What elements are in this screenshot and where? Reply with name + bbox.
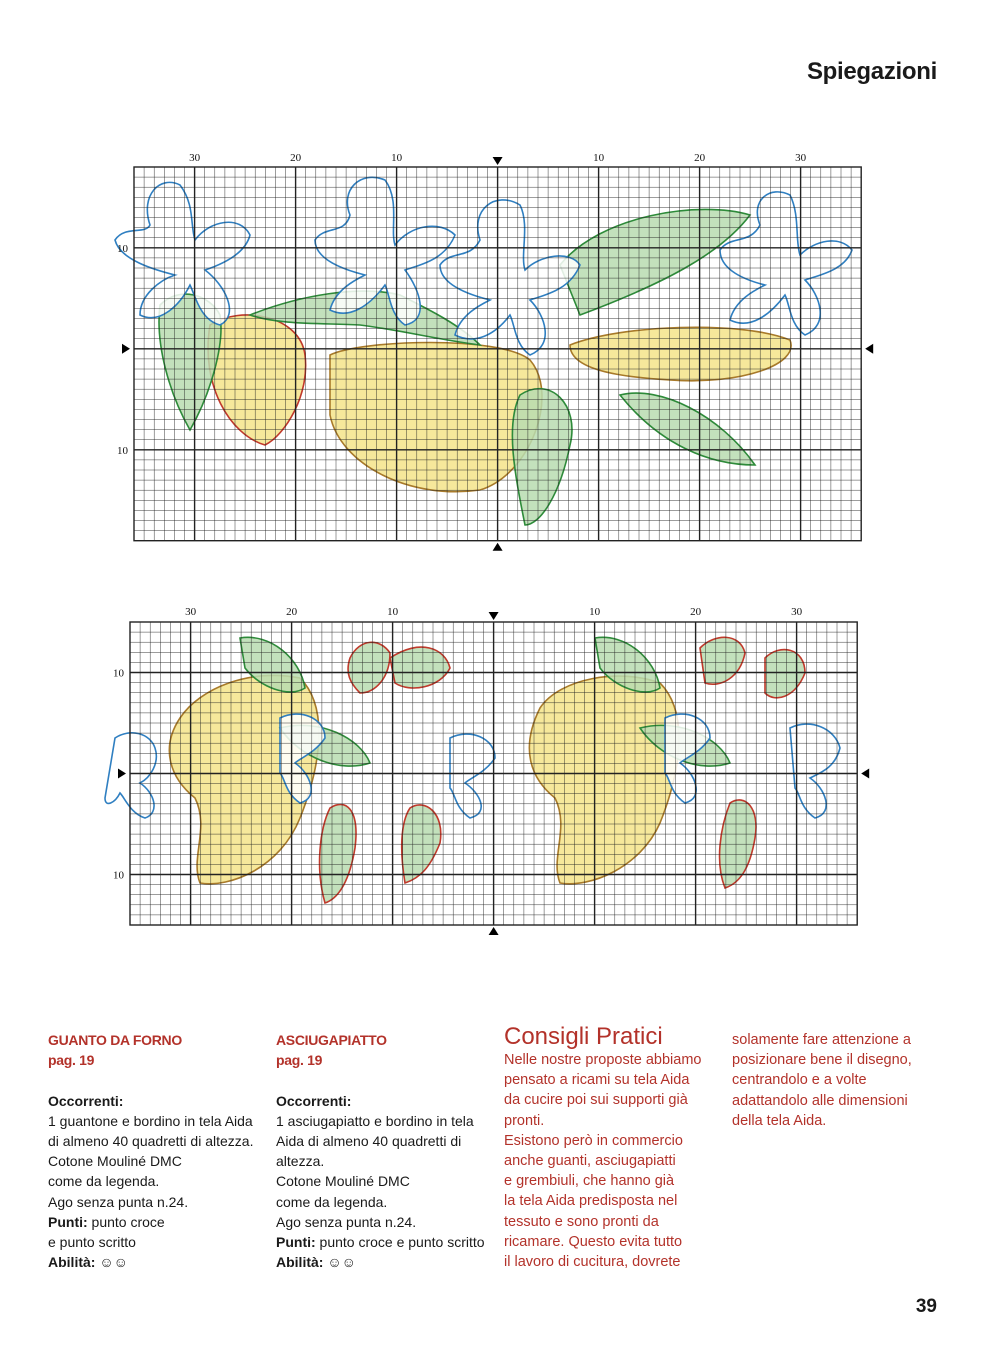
stitches-value: punto croce e punto scritto — [315, 1234, 485, 1251]
center-arrow-right — [861, 769, 869, 779]
materials-line: Ago senza punta n.24. — [276, 1213, 417, 1230]
skill-rating: ☺☺ — [95, 1254, 128, 1271]
materials-line: Cotone Mouliné DMC — [276, 1173, 410, 1190]
materials-line: di almeno 40 quadretti di altezza. — [48, 1133, 254, 1150]
materials-line: come da legenda. — [276, 1193, 388, 1210]
materials-line: Aida di almeno 40 quadretti di — [276, 1133, 462, 1150]
embroidery-motif — [105, 637, 840, 903]
tips-line: posizionare bene il disegno, — [732, 1052, 912, 1069]
center-arrow-top — [489, 612, 499, 620]
chart-grid-1 — [100, 145, 880, 555]
stitch-grid — [130, 622, 857, 925]
tips-line: della tela Aida. — [732, 1112, 827, 1129]
tips-line: e grembiuli, che hanno già — [504, 1173, 675, 1190]
skill-rating: ☺☺ — [323, 1254, 356, 1271]
materials-line: 1 guantone e bordino in tela Aida — [48, 1112, 253, 1129]
tips-line: Esistono però in commercio — [504, 1132, 683, 1149]
tips-line: pronti. — [504, 1112, 545, 1129]
materials-line: altezza. — [276, 1153, 325, 1170]
column-number-label: 10 — [589, 606, 601, 618]
materials-line: come da legenda. — [48, 1173, 160, 1190]
center-arrow-bottom — [493, 543, 503, 551]
row-number-label: 10 — [117, 444, 128, 457]
materials-line: Ago senza punta n.24. — [48, 1193, 189, 1210]
lemon-left — [208, 315, 306, 445]
center-arrow-bottom — [489, 927, 499, 935]
chart-grid-2 — [100, 598, 880, 943]
tips-title: Consigli Pratici — [504, 1023, 663, 1050]
instructions-dish-towel — [276, 1030, 491, 1272]
column-number-label: 20 — [286, 606, 298, 618]
tips-column-2 — [732, 1030, 947, 1131]
cross-stitch-chart-dish-towel — [100, 598, 880, 943]
embroidery-motif — [115, 177, 852, 525]
tips-line: anche guanti, asciugapiatti — [504, 1153, 676, 1170]
center-arrow-right — [865, 344, 873, 354]
center-arrow-top — [493, 157, 503, 165]
column-number-label: 10 — [387, 606, 399, 618]
tips-line: tessuto e sono pronti da — [504, 1213, 659, 1230]
column-number-label: 20 — [290, 152, 302, 164]
lemon-right — [529, 676, 679, 884]
column-number-label: 30 — [189, 152, 201, 164]
center-arrow-left — [122, 344, 130, 354]
column-number-label: 30 — [795, 152, 807, 164]
column-number-label: 10 — [593, 152, 605, 164]
lemon-center — [330, 343, 542, 492]
stitches-line — [48, 1212, 263, 1232]
tips-line: adattandolo alle dimensioni — [732, 1092, 908, 1109]
skill-line — [48, 1252, 263, 1272]
flower-3 — [440, 200, 580, 355]
skill-label: Abilità: — [48, 1254, 96, 1271]
instructions-oven-mitt — [48, 1030, 263, 1272]
stitches-line — [276, 1232, 491, 1252]
tips-line: da cucire poi sui supporti già — [504, 1092, 688, 1109]
materials-label: Occorrenti: — [276, 1092, 352, 1109]
leaf-red-2 — [320, 804, 441, 903]
tips-line: centrandolo e a volte — [732, 1072, 867, 1089]
tips-line: il lavoro di cucitura, dovrete — [504, 1254, 681, 1271]
tips-line: Nelle nostre proposte abbiamo — [504, 1052, 702, 1068]
materials-label: Occorrenti: — [48, 1092, 124, 1109]
column-number-label: 30 — [185, 606, 197, 618]
leaf-red-1 — [348, 642, 450, 693]
stitches-label: Punti: — [276, 1234, 316, 1251]
row-number-label: 10 — [117, 242, 128, 255]
page-title: Spiegazioni — [806, 58, 937, 85]
tips-line: pensato a ricami su tela Aida — [504, 1072, 690, 1089]
page-number: 39 — [915, 1296, 937, 1317]
stitches-line-2: e punto scritto — [48, 1234, 136, 1251]
materials-line: 1 asciugapiatto e bordino in tela — [276, 1112, 474, 1129]
tips-column-1 — [504, 1024, 719, 1272]
column-number-label: 20 — [694, 152, 706, 164]
tips-line: solamente fare attenzione a — [732, 1032, 911, 1048]
section-title: GUANTO DA FORNO — [48, 1032, 182, 1048]
tips-line: la tela Aida predisposta nel — [504, 1193, 678, 1210]
stitches-value: punto croce — [87, 1213, 165, 1230]
materials-line: Cotone Mouliné DMC — [48, 1153, 182, 1170]
section-title: ASCIUGAPIATTO — [276, 1032, 387, 1048]
page-reference: pag. 19 — [276, 1052, 323, 1069]
row-number-label: 10 — [113, 667, 124, 680]
skill-line — [276, 1252, 491, 1272]
column-number-label: 20 — [690, 606, 702, 618]
tips-line: ricamare. Questo evita tutto — [504, 1233, 683, 1250]
column-number-label: 30 — [791, 606, 803, 618]
column-number-label: 10 — [391, 152, 403, 164]
cross-stitch-chart-oven-mitt — [100, 145, 880, 555]
row-number-label: 10 — [113, 869, 124, 882]
page-reference: pag. 19 — [48, 1052, 95, 1069]
skill-label: Abilità: — [276, 1254, 324, 1271]
stitches-label: Punti: — [48, 1213, 88, 1230]
lemon-right — [570, 327, 791, 381]
